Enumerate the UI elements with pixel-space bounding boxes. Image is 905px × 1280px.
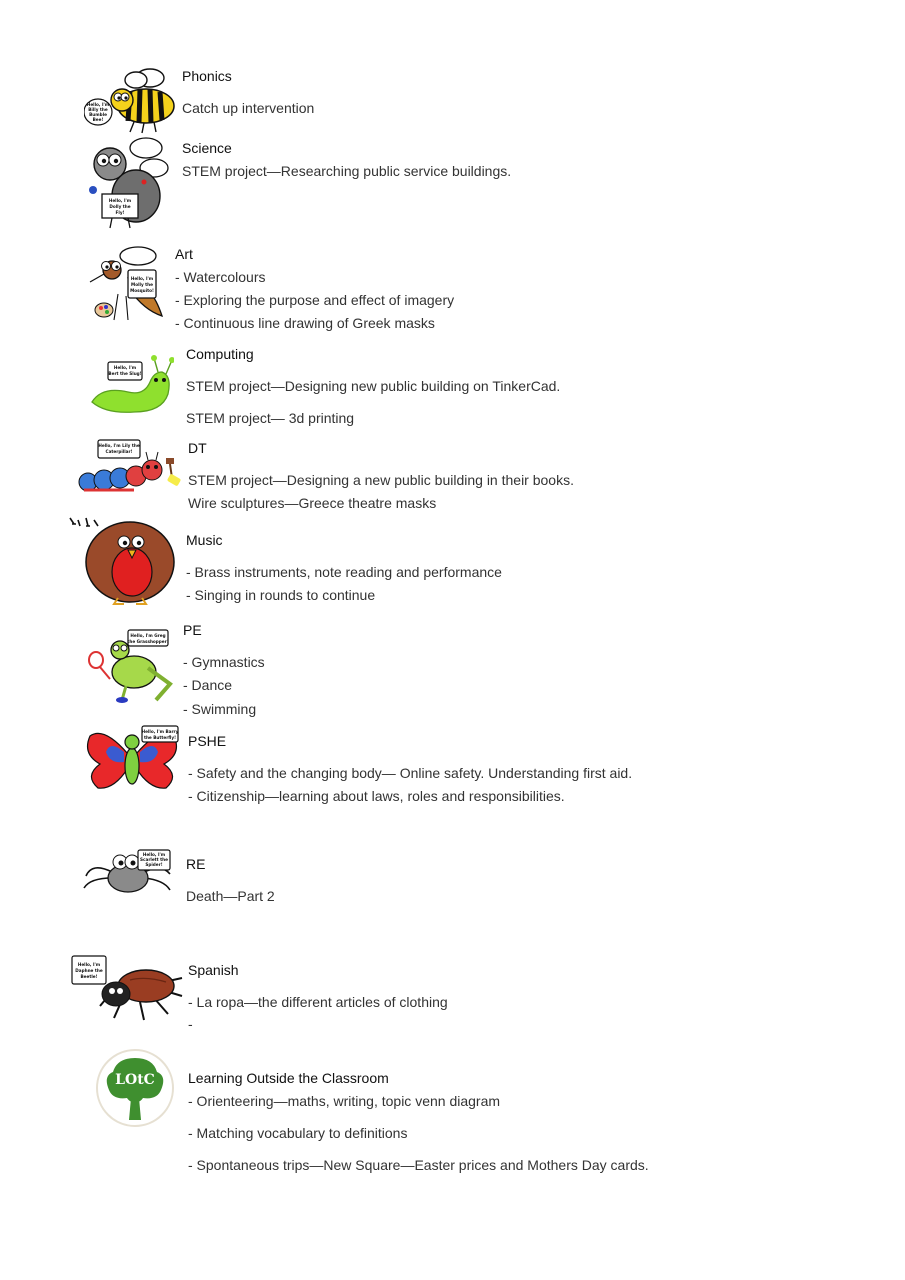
caterpillar-icon xyxy=(76,436,186,500)
beetle-icon xyxy=(70,954,186,1024)
section-line: - Watercolours xyxy=(175,269,266,285)
section-line: - Exploring the purpose and effect of imagery xyxy=(175,292,455,308)
svg-text:Hello, I'm Barrythe Butterfly!: Hello, I'm Barry the Butterfly! xyxy=(141,729,179,740)
section-title: Computing xyxy=(186,346,254,362)
robin-icon xyxy=(66,514,180,606)
mosquito-icon xyxy=(88,244,168,326)
section-title: Music xyxy=(186,532,223,548)
section-title: Learning Outside the Classroom xyxy=(188,1070,389,1086)
butterfly-icon xyxy=(84,724,180,794)
section-line: STEM project—Researching public service buildings. xyxy=(182,163,512,179)
section-line: Catch up intervention xyxy=(182,100,315,116)
fly-icon xyxy=(84,134,176,232)
section-title: DT xyxy=(188,440,207,456)
slug-icon xyxy=(88,352,174,418)
section-title: Spanish xyxy=(188,962,239,978)
section-title: Science xyxy=(182,140,232,156)
section-line: Wire sculptures—Greece theatre masks xyxy=(188,495,437,511)
section-line: STEM project—Designing a new public building in their books. xyxy=(188,472,574,488)
svg-text:Hello, I'mBert the Slug!: Hello, I'm Bert the Slug! xyxy=(108,365,142,376)
section-line: - Singing in rounds to continue xyxy=(186,587,376,603)
section-line: - Matching vocabulary to definitions xyxy=(188,1125,408,1141)
section-line: STEM project—Designing new public building on TinkerCad. xyxy=(186,378,561,394)
section-title: RE xyxy=(186,856,206,872)
section-line: - Gymnastics xyxy=(183,654,265,670)
section-line: - xyxy=(188,1016,193,1032)
svg-text:Hello, I'mScarlett theSpider!: Hello, I'm Scarlett the Spider! xyxy=(140,852,168,867)
section-title: PSHE xyxy=(188,733,227,749)
spider-icon xyxy=(82,848,174,898)
svg-text:Hello, I'mMolly theMosquito!: Hello, I'm Molly the Mosquito! xyxy=(130,276,154,293)
section-title: Phonics xyxy=(182,68,232,84)
svg-text:Hello, I'm Lily theCaterpillar: Hello, I'm Lily the Caterpillar! xyxy=(98,443,140,454)
section-line: - Orienteering—maths, writing, topic venn diagram xyxy=(188,1093,501,1109)
section-line: - Continuous line drawing of Greek masks xyxy=(175,315,435,331)
bee-icon xyxy=(84,66,180,136)
section-line: - Safety and the changing body— Online safety. Understanding first aid. xyxy=(188,765,633,781)
section-line: - La ropa—the different articles of clothing xyxy=(188,994,448,1010)
section-line: - Spontaneous trips—New Square—Easter prices and Mothers Day cards. xyxy=(188,1157,649,1173)
grasshopper-icon xyxy=(86,628,174,706)
svg-text:Hello, I'mBilly theBumbleBee!: Hello, I'm Billy the Bumble Bee! xyxy=(86,102,110,122)
section-line: - Swimming xyxy=(183,701,257,717)
section-title: PE xyxy=(183,622,202,638)
section-title: Art xyxy=(175,246,193,262)
section-line: - Dance xyxy=(183,677,233,693)
svg-text:Hello, I'm Gregthe Grasshopper: Hello, I'm Greg the Grasshopper! xyxy=(127,633,169,644)
section-line: Death—Part 2 xyxy=(186,888,275,904)
svg-text:Hello, I'mDaphne theBeetle!: Hello, I'm Daphne the Beetle! xyxy=(75,962,103,979)
loc-tree-logo xyxy=(95,1048,175,1128)
section-line: - Brass instruments, note reading and performance xyxy=(186,564,502,580)
svg-text:LOtC: LOtC xyxy=(115,1072,155,1088)
svg-text:Hello, I'mDolly theFly!: Hello, I'm Dolly the Fly! xyxy=(108,198,132,215)
section-line: STEM project— 3d printing xyxy=(186,410,355,426)
section-line: - Citizenship—learning about laws, roles and responsibilities. xyxy=(188,788,565,804)
